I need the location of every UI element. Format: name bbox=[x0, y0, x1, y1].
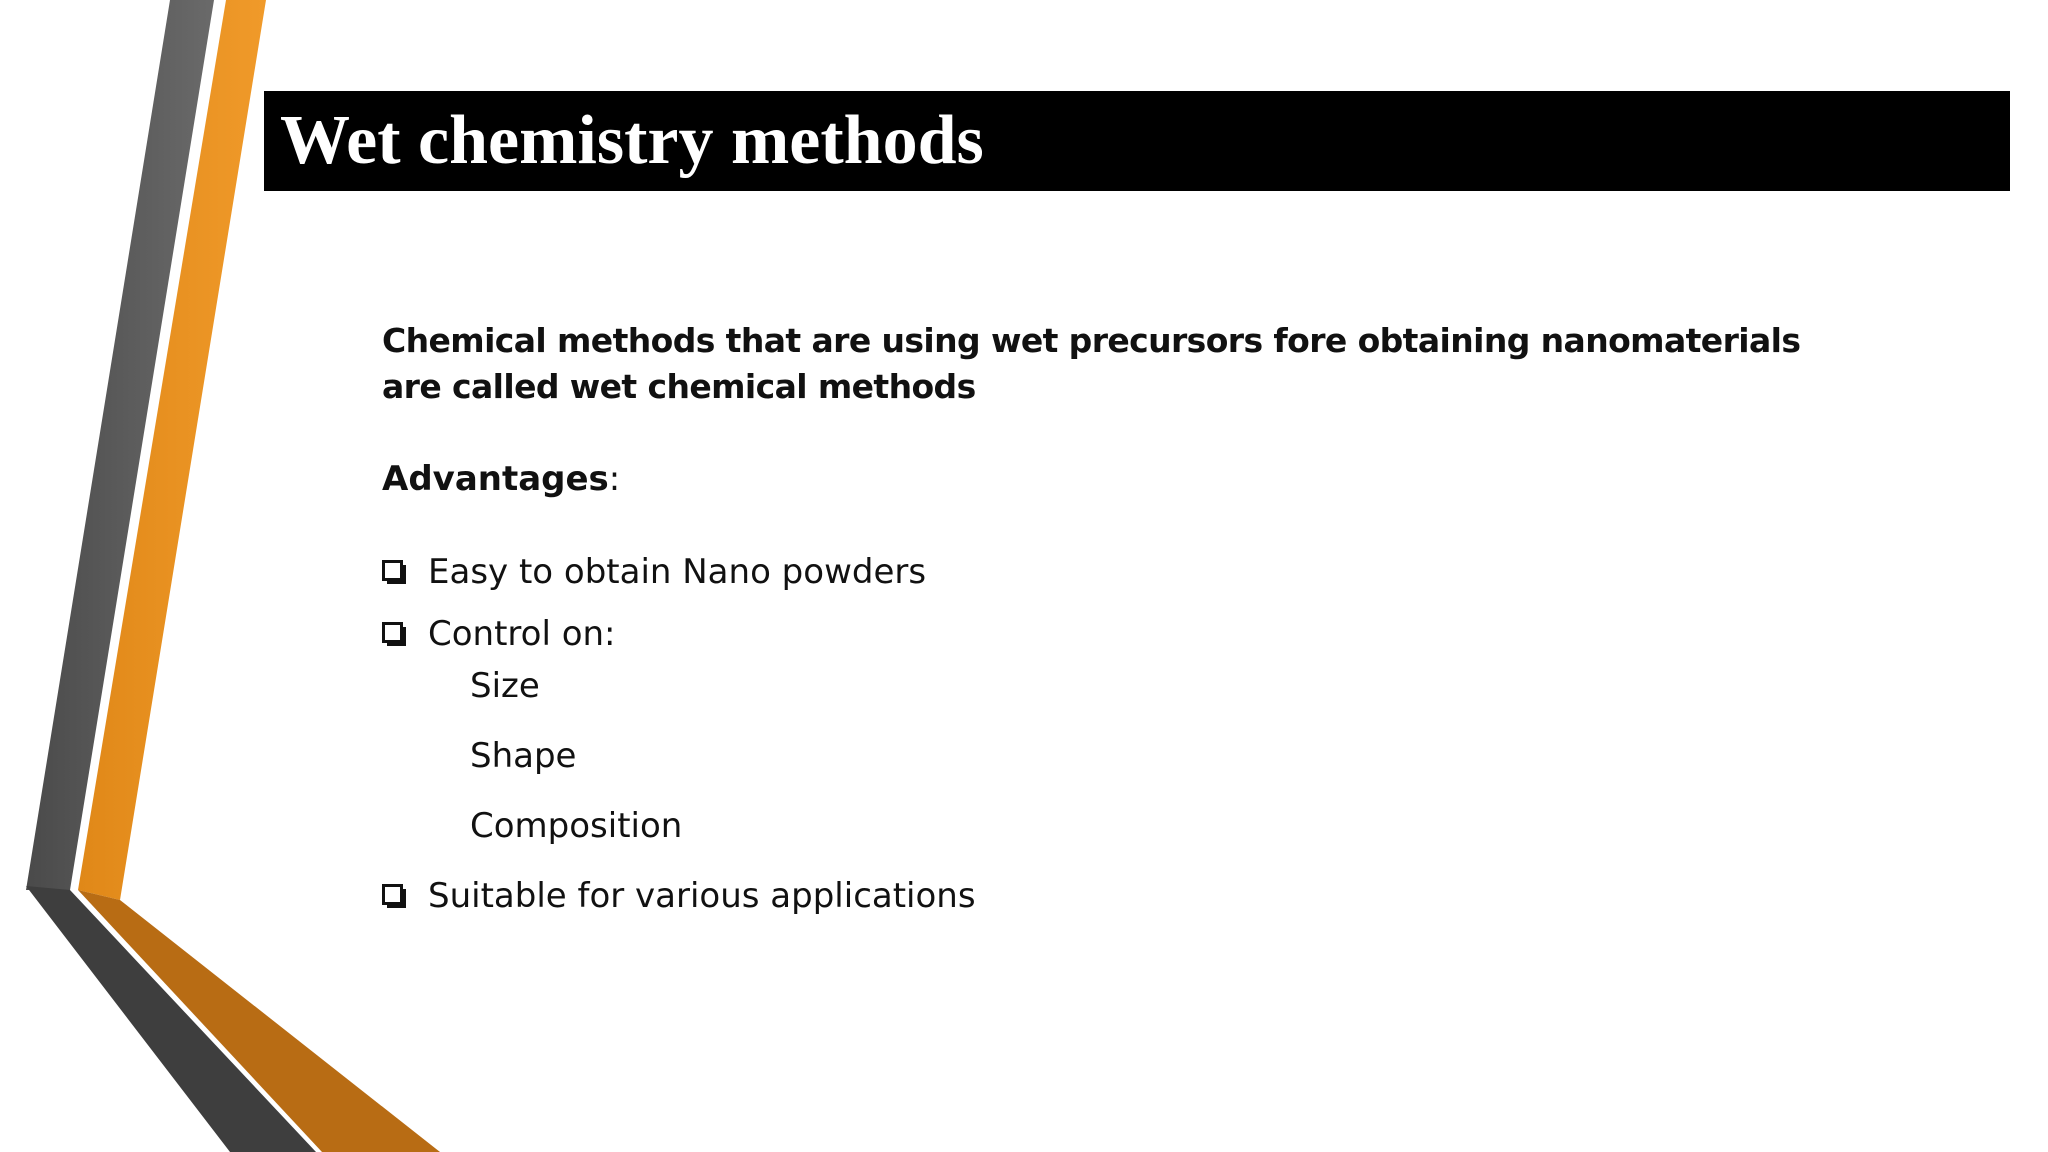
slide-title: Wet chemistry methods bbox=[280, 102, 984, 179]
advantages-heading bbox=[382, 456, 1882, 502]
checkbox-square-icon bbox=[382, 560, 406, 584]
dark-diagonal bbox=[26, 886, 316, 1152]
advantages-label: Advantages bbox=[382, 459, 609, 499]
title-bar bbox=[264, 91, 2010, 191]
list-item bbox=[382, 873, 1882, 919]
checkbox-square-icon bbox=[382, 884, 406, 908]
list-item bbox=[382, 549, 1882, 595]
advantages-list bbox=[382, 549, 1882, 919]
sub-list-item: Size bbox=[470, 666, 540, 706]
checkbox-square-icon bbox=[382, 622, 406, 646]
list-item-text: Control on: bbox=[428, 614, 616, 654]
advantages-colon: : bbox=[608, 459, 621, 499]
list-item-text: Easy to obtain Nano powders bbox=[428, 552, 927, 592]
intro-text: Chemical methods that are using wet precursors fore obtaining nanomaterials are called wet chemical methods bbox=[382, 321, 1801, 406]
sub-list-item: Composition bbox=[470, 806, 683, 846]
sub-list-item: Shape bbox=[470, 736, 577, 776]
sub-list bbox=[470, 663, 1882, 849]
slide-content bbox=[382, 318, 1882, 935]
list-item bbox=[382, 611, 1882, 657]
list-item-text: Suitable for various applications bbox=[428, 876, 976, 916]
sub-list-container bbox=[382, 663, 1882, 849]
